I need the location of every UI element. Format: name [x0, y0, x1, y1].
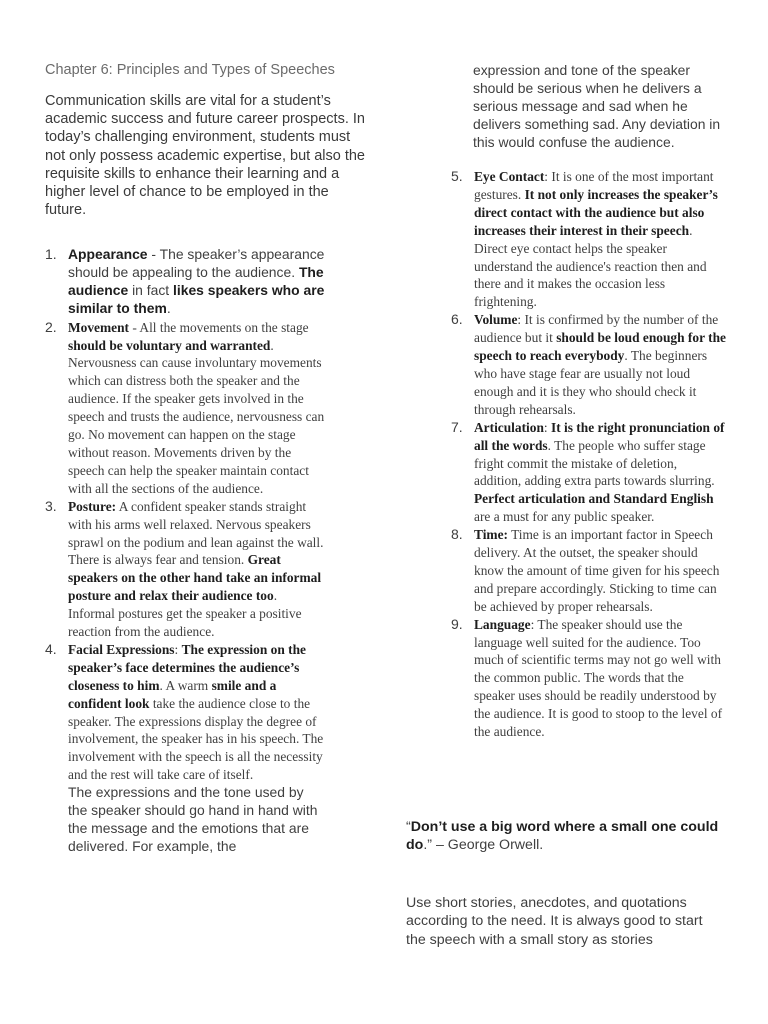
- closing-paragraph: Use short stories, anecdotes, and quotations according to the need. It is always good to start the speech with a small story as stories: [406, 895, 703, 948]
- bold-text-run: should be loud enough for the speech to reach everybody: [474, 330, 726, 364]
- text-run: :: [543, 419, 551, 435]
- text-run: A confident speaker stands straight with his arms well relaxed. Nervous speakers sprawl on the podium and lean against the wall. There is always fear and tension.: [68, 498, 324, 568]
- text-run: : It is confirmed by the number of the audience but it: [474, 312, 719, 346]
- text-run: : The speaker should use the language well suited for the audience. Too much of scientific terms may not go well with the common public. The words that the speaker uses should be readily understood by the audience. It is good to stoop to the level of the audience.: [474, 616, 723, 740]
- text-run: . Informal postures get the speaker a positive reaction from the audience.: [68, 588, 302, 640]
- quote-open-mark: “: [406, 819, 411, 835]
- list-item-text: [68, 246, 325, 318]
- bold-text-run: The audience: [68, 263, 324, 298]
- bold-text-run: The expression on the speaker’s face determines the audience’s closeness to him: [68, 641, 306, 693]
- bold-text-run: Eye Contact: [474, 169, 545, 184]
- text-run: in fact: [128, 281, 173, 298]
- principles-list-left: [45, 246, 325, 856]
- list-item-continuation: The expressions and the tone used by the speaker should go hand in hand with the message and the emotions that are delivered. For example, the: [68, 784, 318, 854]
- bold-text-run: Perfect articulation and Standard English: [474, 491, 714, 507]
- text-run: .: [166, 299, 171, 316]
- quote-attribution: .” – George Orwell.: [423, 837, 544, 854]
- bold-text-run: It not only increases the speaker’s direct contact with the audience but also increases their interest in their speech: [474, 186, 718, 238]
- list-item-text: [68, 498, 325, 641]
- list-number: 4.: [45, 640, 57, 657]
- text-run: . Direct eye contact helps the speaker understand the audience's reaction then and there and it makes the occasion less frightening.: [474, 222, 707, 310]
- list-number: 6.: [451, 311, 463, 328]
- text-run: . A warm: [159, 677, 212, 693]
- list-item-language: [451, 616, 727, 741]
- list-item-text: [68, 319, 325, 498]
- bold-text-run: Volume: [474, 312, 518, 328]
- text-run: . The beginners who have stage fear are usually not loud enough and it is they who should check it through rehearsals.: [474, 348, 708, 417]
- list-number: 2.: [45, 318, 57, 335]
- bold-text-run: Appearance: [68, 246, 148, 262]
- text-run: . The people who suffer stage fright commit the mistake of deletion, addition, adding extra parts towards slurring.: [474, 437, 715, 489]
- list-item-movement: [45, 319, 325, 498]
- list-item-time: [451, 526, 727, 616]
- facial-expressions-continuation: expression and tone of the speaker should be serious when he delivers a serious message and sad when he delivers something sad. Any deviation in this would confuse the audience.: [473, 62, 721, 150]
- list-item-text: [474, 168, 727, 311]
- list-item-articulation: [451, 419, 727, 526]
- bold-text-run: Great speakers on the other hand take an informal posture and relax their audience too: [68, 552, 322, 604]
- principles-list-right: [451, 168, 727, 741]
- list-number: 3.: [45, 497, 57, 514]
- bold-text-run: Posture:: [68, 498, 117, 514]
- bold-text-run: Time:: [474, 527, 508, 543]
- list-item-text: [474, 419, 727, 526]
- list-item-eye-contact: [451, 168, 727, 311]
- bold-text-run: Articulation: [474, 419, 544, 435]
- list-item-facial-expressions: [45, 641, 325, 856]
- text-run: : It is one of the most important gestures.: [474, 169, 714, 202]
- bold-text-run: It is the right pronunciation of all the words: [474, 419, 725, 453]
- intro-paragraph: Communication skills are vital for a student’s academic success and future career prospects. In today’s challenging environment, students must not only possess academic expertise, but also the requisite skills to enhance their learning and a higher level of chance to be employed in the future.: [45, 93, 365, 219]
- list-item-text: [68, 641, 325, 784]
- bold-text-run: Facial Expressions: [68, 641, 175, 657]
- text-run: Time is an important factor in Speech delivery. At the outset, the speaker should know the amount of time given for his speech and prepare accordingly. Sticking to time can be achieved by proper rehearsals.: [474, 527, 720, 614]
- bold-text-run: Movement: [68, 319, 129, 335]
- chapter-title: Chapter 6: Principles and Types of Speeches: [45, 62, 335, 78]
- list-number: 5.: [451, 168, 463, 184]
- text-run: take the audience close to the speaker. The expressions display the degree of involvement, the speaker has in his speech. The involvement with the speech is all the necessity and the rest will take care of itself.: [68, 695, 324, 783]
- list-number: 8.: [451, 526, 463, 543]
- list-item-appearance: [45, 246, 325, 318]
- list-number: 9.: [451, 615, 463, 632]
- list-number: 1.: [45, 246, 57, 262]
- text-run: :: [174, 641, 182, 657]
- bold-text-run: smile and a confident look: [68, 677, 277, 711]
- bold-text-run: Language: [474, 616, 531, 632]
- bold-text-run: should be voluntary and warranted: [68, 337, 271, 353]
- text-run: are a must for any public speaker.: [474, 509, 655, 525]
- quote-text: Don’t use a big word where a small one could do: [406, 819, 719, 854]
- text-run: - The speaker’s appearance should be appealing to the audience.: [68, 246, 325, 280]
- text-run: - All the movements on the stage: [128, 319, 309, 335]
- list-item-posture: [45, 498, 325, 641]
- orwell-quote: [406, 818, 726, 854]
- list-item-text: [474, 526, 727, 616]
- list-item-text: [474, 311, 727, 418]
- list-item-volume: [451, 311, 727, 418]
- list-item-text: [474, 616, 727, 741]
- bold-text-run: likes speakers who are similar to them: [68, 281, 325, 316]
- text-run: . Nervousness can cause involuntary movements which can distress both the speaker and the audience. If the speaker gets involved in the speech and trusts the audience, nervousness can go. No movement can happen on the stage without reason. Movements driven by the speech can help the speaker maintain contact with all the sections of the audience.: [68, 337, 325, 496]
- list-number: 7.: [451, 418, 463, 435]
